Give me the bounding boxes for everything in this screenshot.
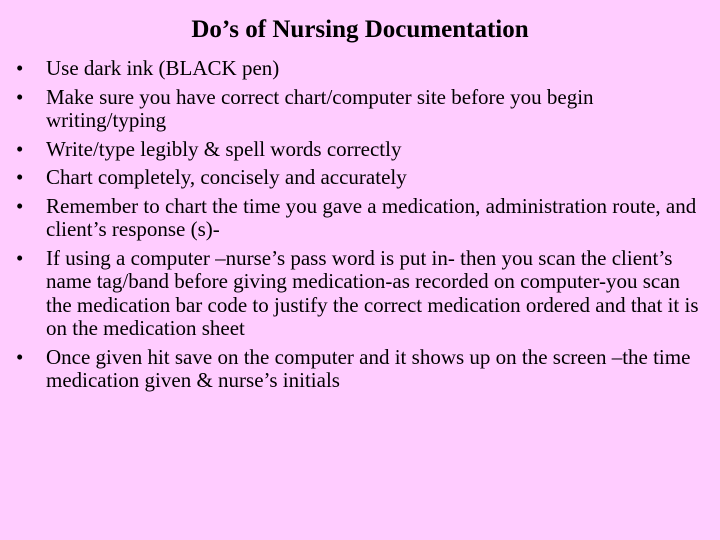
bullet-item-legibly: [0, 138, 720, 162]
bullet-list: [0, 57, 720, 398]
bullet-icon: •: [16, 193, 24, 218]
bullet-text: Use dark ink (BLACK pen): [46, 56, 280, 80]
bullet-text: Once given hit save on the computer and it shows up on the screen –the time medication given & nurse’s initials: [46, 344, 691, 392]
bullet-icon: •: [16, 84, 24, 109]
bullet-icon: •: [16, 136, 24, 161]
bullet-item-save: [0, 346, 720, 393]
bullet-item-medication-time: [0, 195, 720, 242]
bullet-icon: •: [16, 165, 24, 189]
bullet-text: If using a computer –nurse’s pass word is put in- then you scan the client’s name tag/band before giving medication-as recorded on computer-you scan the medication bar code to justify the correct medication ordered and that it is on the medication sheet: [46, 245, 699, 340]
bullet-text: Write/type legibly & spell words correctly: [46, 136, 402, 161]
bullet-icon: •: [16, 56, 24, 80]
bullet-item-computer-scan: [0, 247, 720, 341]
bullet-icon: •: [16, 245, 24, 270]
bullet-icon: •: [16, 344, 24, 369]
bullet-text: Chart completely, concisely and accurately: [46, 165, 407, 189]
bullet-item-chart-completely: [0, 166, 720, 190]
bullet-item-dark-ink: [0, 57, 720, 81]
slide-title: Do’s of Nursing Documentation: [191, 16, 529, 43]
bullet-item-correct-chart: [0, 86, 720, 133]
bullet-text: Remember to chart the time you gave a medication, administration route, and client’s response (s)-: [46, 193, 697, 241]
bullet-text: Make sure you have correct chart/computer site before you begin writing/typing: [46, 84, 594, 132]
